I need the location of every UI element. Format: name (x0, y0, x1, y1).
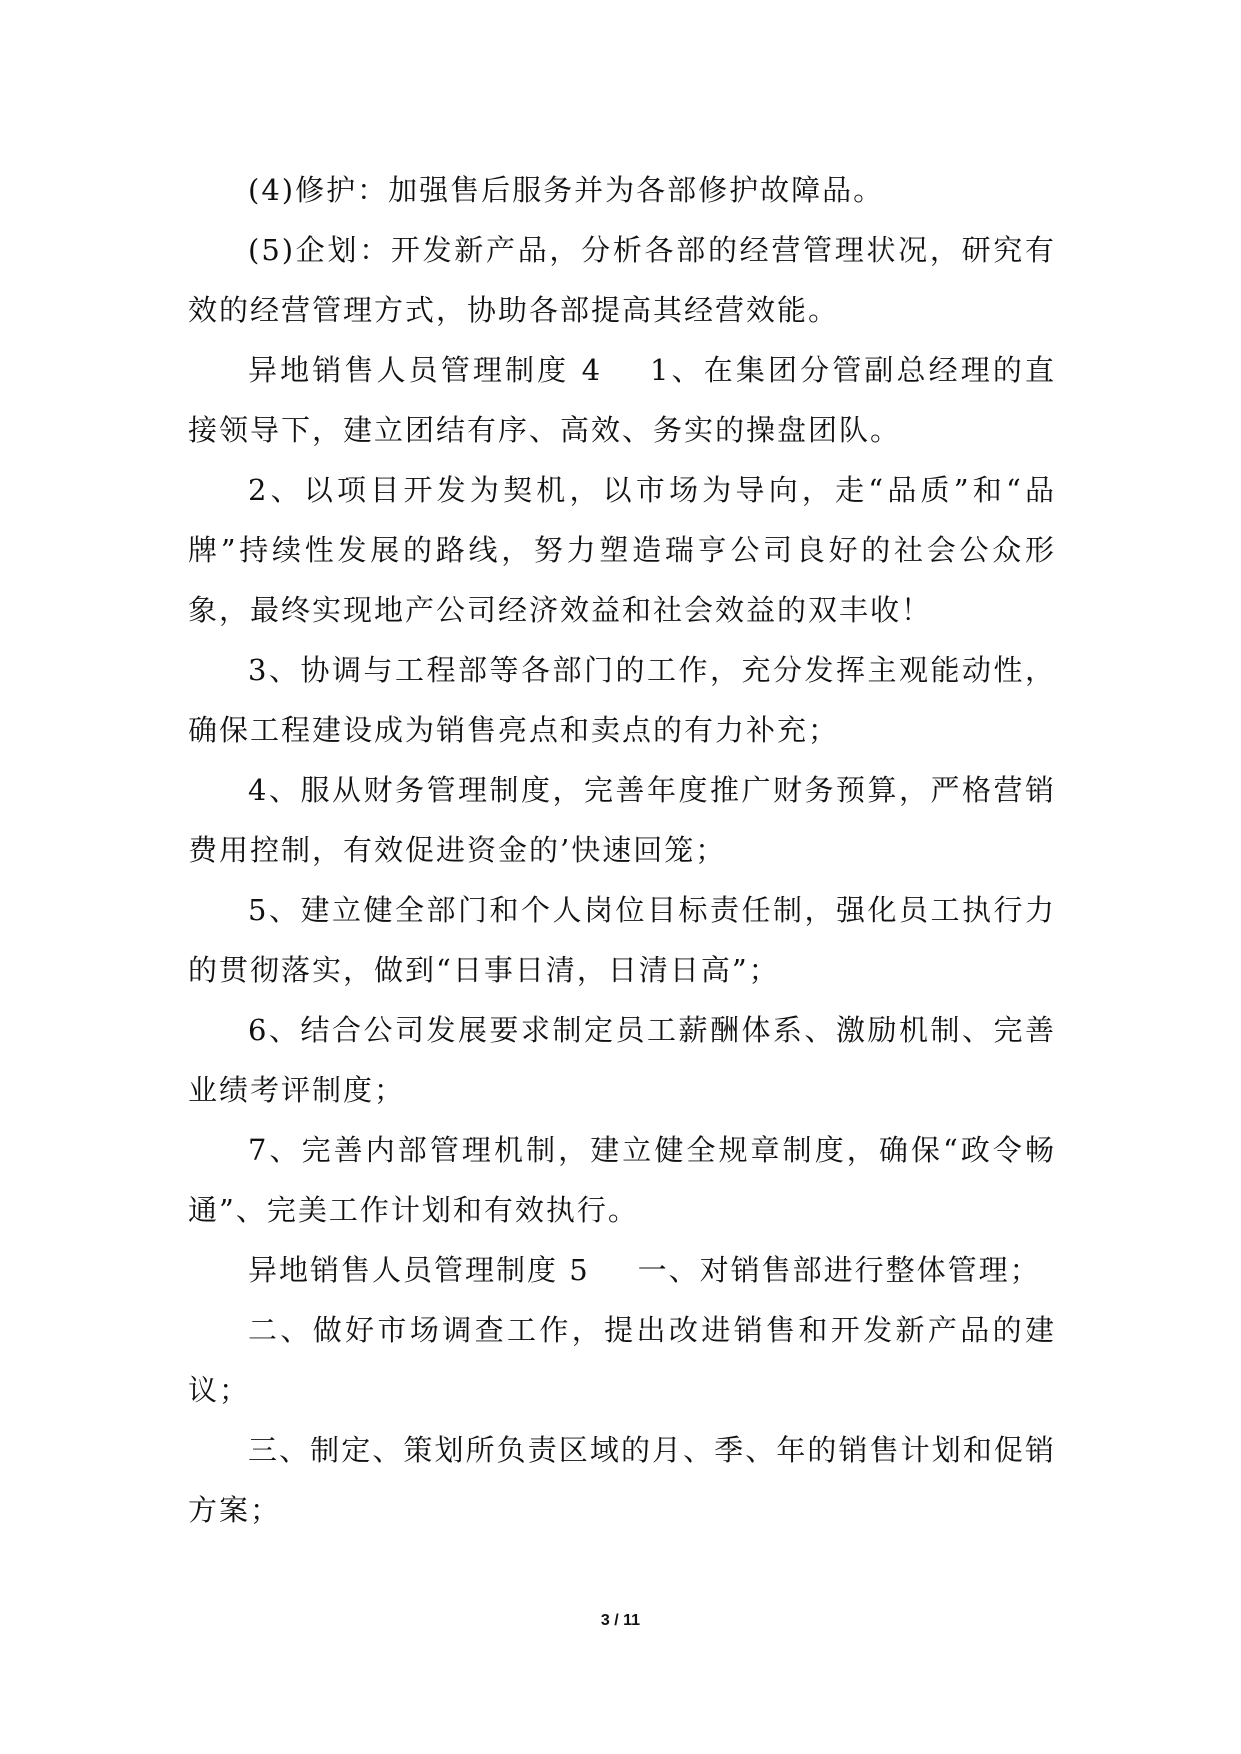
paragraph-repair: (4)修护：加强售后服务并为各部修护故障品。 (248, 173, 885, 207)
section-4-item-2: 2、以项目开发为契机，以市场为导向，走“品质”和“品牌”持续性发展的路线，努力塑造瑞亨公司良好的社会公众形象，最终实现地产公司经济效益和社会效益的双丰收！ (188, 473, 1056, 627)
section-4-item-6: 6、结合公司发展要求制定员工薪酬体系、激励机制、完善业绩考评制度； (188, 1013, 1056, 1107)
document-body (188, 160, 1056, 1540)
section-4-item-5: 5、建立健全部门和个人岗位目标责任制，强化员工执行力的贯彻落实，做到“日事日清，日清日高”； (188, 893, 1056, 987)
section-5-item-2: 二、做好市场调查工作，提出改进销售和开发新产品的建议； (188, 1313, 1056, 1407)
section-4-item-3: 3、协调与工程部等各部门的工作，充分发挥主观能动性，确保工程建设成为销售亮点和卖点的有力补充； (188, 653, 1056, 747)
section-4-heading-line (188, 340, 1056, 460)
section-5-heading-line (188, 1240, 1056, 1300)
section-5-item-1: 一、对销售部进行整体管理； (637, 1253, 1041, 1287)
page-number: 3 / 11 (600, 1612, 641, 1629)
paragraph-planning: (5)企划：开发新产品，分析各部的经营管理状况，研究有效的经营管理方式，协助各部提高其经营效能。 (188, 233, 1056, 327)
section-4-item-4: 4、服从财务管理制度，完善年度推广财务预算，严格营销费用控制，有效促进资金的’快速回笼； (188, 773, 1056, 867)
section-4-item-7: 7、完善内部管理机制，建立健全规章制度，确保“政令畅通”、完美工作计划和有效执行。 (188, 1133, 1056, 1227)
section-5-heading: 异地销售人员管理制度 5 (248, 1253, 590, 1287)
section-5-item-3: 三、制定、策划所负责区域的月、季、年的销售计划和促销方案； (188, 1433, 1056, 1527)
section-4-item-1: 1、在集团分管副总经理的直接领导下，建立团结有序、高效、务实的操盘团队。 (188, 353, 1056, 447)
section-4-heading: 异地销售人员管理制度 4 (248, 353, 603, 387)
